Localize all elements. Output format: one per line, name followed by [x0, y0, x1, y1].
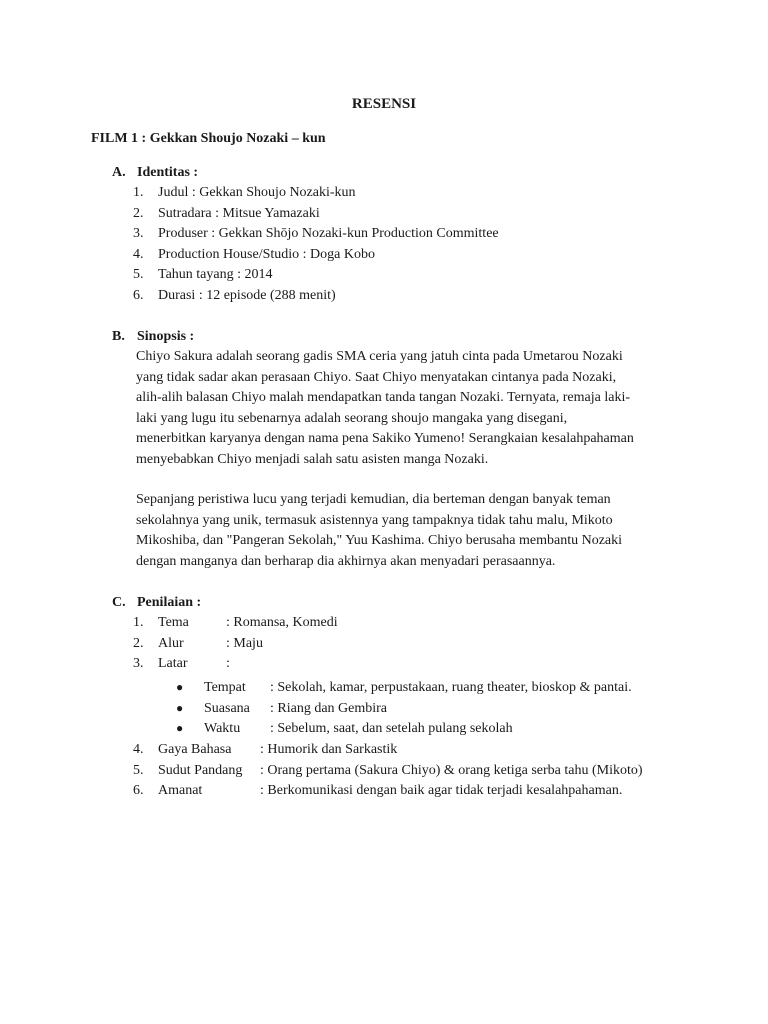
bullet-value: : Sekolah, kamar, perpustakaan, ruang theater, bioskop & pantai. — [270, 680, 632, 695]
paragraph-line: Sepanjang peristiwa lucu yang terjadi kemudian, dia berteman dengan banyak teman — [136, 492, 611, 507]
penilaian-item — [133, 634, 338, 655]
penilaian-item — [133, 654, 338, 675]
item-number: 2. — [133, 635, 144, 651]
paragraph-line: menerbitkan karyanya dengan nama pena Sakiko Yumeno! Serangkaian kesalahpahaman — [136, 431, 634, 446]
paragraph-line: yang tidak sadar akan perasaan Chiyo. Saat Chiyo menyatakan cintanya pada Nozaki, — [136, 369, 617, 385]
film-heading: FILM 1 : Gekkan Shoujo Nozaki – kun — [91, 131, 326, 146]
item-value: : Romansa, Komedi — [226, 615, 338, 630]
item-number: 6. — [133, 287, 144, 303]
penilaian-list-top — [133, 613, 338, 675]
bullet-icon: ● — [176, 680, 184, 694]
bullet-label: Waktu — [204, 721, 241, 736]
item-text: Production House/Studio : Doga Kobo — [158, 246, 375, 262]
item-label: Sudut Pandang — [158, 762, 243, 778]
identitas-item — [133, 265, 499, 286]
item-value: : Maju — [226, 635, 263, 651]
item-label: Amanat — [158, 783, 203, 798]
bullet-value: : Riang dan Gembira — [270, 700, 388, 716]
identitas-item — [133, 183, 499, 204]
item-number: 4. — [133, 246, 144, 262]
item-text: Judul : Gekkan Shoujo Nozaki-kun — [158, 185, 356, 200]
latar-item — [176, 677, 632, 698]
section-a-letter: A. — [112, 165, 126, 180]
item-value: : Berkomunikasi dengan baik agar tidak terjadi kesalahpahaman. — [260, 783, 623, 798]
paragraph-line: menyebabkan Chiyo menjadi salah satu asisten manga Nozaki. — [136, 451, 489, 467]
item-number: 2. — [133, 205, 144, 221]
paragraph-line: alih-alih balasan Chiyo malah mendapatkan tanda tangan Nozaki. Ternyata, remaja laki- — [136, 390, 631, 405]
section-b-heading — [112, 327, 194, 348]
section-c-letter: C. — [112, 595, 126, 610]
item-number: 3. — [133, 226, 144, 241]
paragraph-line: laki yang lugu itu sebenarnya adalah seorang shoujo mangaka yang disegani, — [136, 410, 568, 426]
penilaian-list-bottom — [133, 740, 643, 802]
latar-item — [176, 718, 632, 739]
item-number: 5. — [133, 762, 144, 778]
bullet-icon: ● — [176, 700, 184, 715]
item-number: 1. — [133, 615, 144, 630]
latar-bullet-list — [176, 677, 632, 739]
penilaian-item — [133, 613, 338, 634]
item-text: Tahun tayang : 2014 — [158, 267, 273, 282]
section-c-heading — [112, 593, 201, 614]
identitas-list — [133, 183, 499, 306]
item-text: Sutradara : Mitsue Yamazaki — [158, 205, 320, 221]
identitas-item — [133, 204, 499, 225]
item-label: Tema — [158, 615, 189, 630]
paragraph-line: dengan manganya dan berharap dia akhirnya akan menyadari perasaannya. — [136, 553, 556, 569]
item-number: 4. — [133, 742, 144, 757]
paragraph-line: Mikoshiba, dan "Pangeran Sekolah," Yuu Kashima. Chiyo berusaha membantu Nozaki — [136, 533, 623, 548]
item-value: : Humorik dan Sarkastik — [260, 742, 398, 757]
item-value: : — [226, 656, 230, 671]
item-text: Durasi : 12 episode (288 menit) — [158, 287, 336, 303]
sinopsis-paragraph-2 — [136, 490, 676, 572]
identitas-item — [133, 224, 499, 245]
penilaian-item — [133, 761, 643, 782]
paragraph-line: Chiyo Sakura adalah seorang gadis SMA ceria yang jatuh cinta pada Umetarou Nozaki — [136, 349, 623, 364]
sinopsis-paragraph-1 — [136, 347, 676, 470]
paragraph-line: sekolahnya yang unik, termasuk asistennya yang tampaknya tidak tahu malu, Mikoto — [136, 512, 613, 528]
item-number: 1. — [133, 185, 144, 200]
document-title: RESENSI — [351, 96, 417, 112]
section-a-heading — [112, 163, 198, 184]
bullet-label: Tempat — [204, 680, 246, 695]
item-value: : Orang pertama (Sakura Chiyo) & orang ketiga serba tahu (Mikoto) — [260, 762, 643, 778]
item-label: Latar — [158, 656, 188, 671]
penilaian-item — [133, 740, 643, 761]
section-b-title: Sinopsis : — [137, 329, 195, 344]
item-number: 6. — [133, 783, 144, 798]
item-label: Alur — [158, 635, 184, 651]
item-number: 5. — [133, 267, 144, 282]
penilaian-item — [133, 781, 643, 802]
item-label: Gaya Bahasa — [158, 742, 232, 757]
section-a-title: Identitas : — [137, 165, 199, 180]
bullet-label: Suasana — [204, 700, 250, 716]
item-text: Produser : Gekkan Shōjo Nozaki-kun Production Committee — [158, 226, 499, 241]
section-b-letter: B. — [112, 329, 125, 344]
latar-item — [176, 698, 632, 719]
section-c-title: Penilaian : — [137, 595, 202, 610]
identitas-item — [133, 286, 499, 307]
identitas-item — [133, 245, 499, 266]
item-number: 3. — [133, 656, 144, 671]
bullet-value: : Sebelum, saat, dan setelah pulang sekolah — [270, 721, 513, 736]
bullet-icon: ● — [176, 721, 184, 735]
